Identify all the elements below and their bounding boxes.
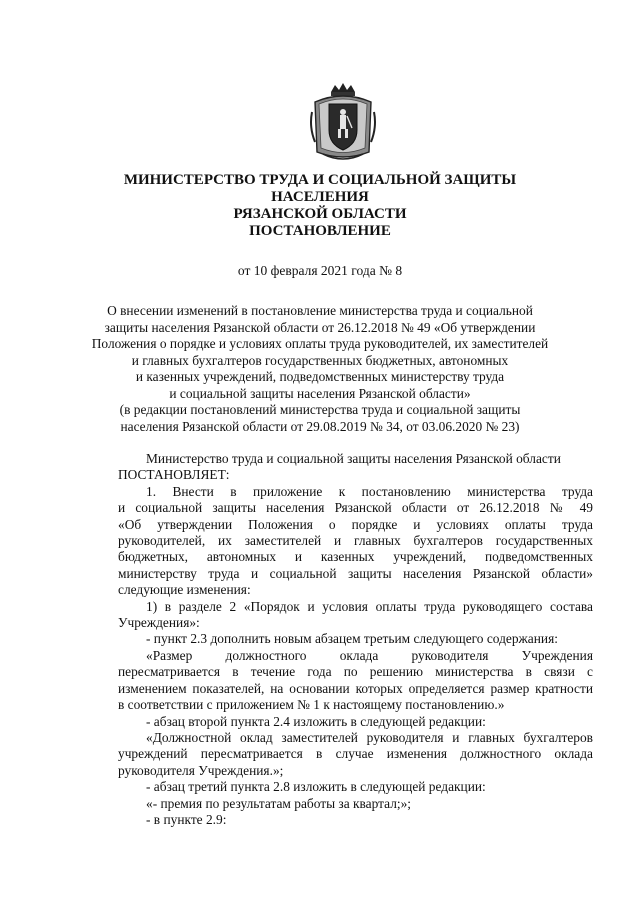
paragraph-9: - в пункте 2.9: bbox=[146, 811, 227, 827]
document-date: от 10 февраля 2021 года № 8 bbox=[237, 263, 403, 278]
paragraph-1-line: руководителей, их заместителей и главных бухгалтеров государственных bbox=[118, 533, 593, 549]
paragraph-6-line: «Должностной оклад заместителей руководителя и главных бухгалтеров bbox=[146, 729, 593, 745]
paragraph-1-line: 1. Внести в приложение к постановлению министерства труда bbox=[146, 483, 593, 499]
document-subject bbox=[90, 303, 550, 435]
paragraph-8: «- премия по результатам работы за квартал;»; bbox=[146, 795, 412, 811]
paragraph-4-line: пересматривается в течение года по решению министерства в связи с bbox=[118, 664, 593, 680]
subject-line: и социальной защиты населения Рязанской области» bbox=[169, 385, 471, 401]
paragraph-7: - абзац третий пункта 2.8 изложить в следующей редакции: bbox=[146, 779, 486, 795]
document-body bbox=[118, 451, 593, 828]
paragraph-4-line: «Размер должностного оклада руководителя Учреждения bbox=[146, 647, 593, 663]
paragraph-1-line: следующие изменения: bbox=[118, 582, 251, 598]
paragraph-6-line: руководителя Учреждения.»; bbox=[118, 762, 284, 778]
subject-line: (в редакции постановлений министерства труда и социальной защиты bbox=[119, 402, 521, 417]
paragraph-2-line: 1) в разделе 2 «Порядок и условия оплаты труда руководящего состава bbox=[146, 598, 593, 614]
subject-line: и казенных учреждений, подведомственных министерству труда bbox=[135, 369, 505, 384]
subject-line: Положения о порядке и условиях оплаты труда руководителей, их заместителей bbox=[91, 336, 549, 351]
paragraph-2-line: Учреждения»: bbox=[118, 615, 200, 631]
paragraph-3: - пункт 2.3 дополнить новым абзацем третьим следующего содержания: bbox=[146, 631, 558, 647]
paragraph-1-line: бюджетных, автономных и казенных учреждений, подведомственных bbox=[118, 549, 593, 565]
paragraph-1-line: «Об утверждении Положения о порядке и условиях оплаты труда bbox=[118, 516, 593, 532]
paragraph-6-line: учреждений пересматривается в случае изменения должностного оклада bbox=[118, 746, 593, 762]
subject-line: населения Рязанской области от 29.08.2019 № 34, от 03.06.2020 № 23) bbox=[120, 418, 520, 434]
paragraph-4-line: в соответствии с приложением № 1 к настоящему постановлению.» bbox=[118, 697, 505, 713]
paragraph-5: - абзац второй пункта 2.4 изложить в следующей редакции: bbox=[146, 713, 486, 729]
ministry-title bbox=[80, 172, 560, 223]
paragraph-4-line: изменением показателей, на основании которых определяется размер кратности bbox=[118, 680, 593, 696]
document-type: ПОСТАНОВЛЕНИЕ bbox=[249, 223, 391, 239]
ministry-title-line2: РЯЗАНСКОЙ ОБЛАСТИ bbox=[233, 206, 407, 222]
subject-line: и главных бухгалтеров государственных бюджетных, автономных bbox=[131, 352, 509, 368]
intro-line: Министерство труда и социальной защиты населения Рязанской области bbox=[146, 451, 561, 466]
subject-line: О внесении изменений в постановление министерства труда и социальной bbox=[107, 303, 533, 318]
intro-decree: ПОСТАНОВЛЯЕТ: bbox=[118, 467, 230, 483]
coat-of-arms-icon bbox=[309, 82, 377, 164]
paragraph-1-line: министерству труда и социальной защиты населения Рязанской области» bbox=[118, 565, 593, 581]
paragraph-1-line: и социальной защиты населения Рязанской области от 26.12.2018 № 49 bbox=[118, 500, 593, 516]
subject-line: защиты населения Рязанской области от 26.12.2018 № 49 «Об утверждении bbox=[104, 319, 536, 335]
ministry-title-line1: МИНИСТЕРСТВО ТРУДА И СОЦИАЛЬНОЙ ЗАЩИТЫ НАСЕЛЕНИЯ bbox=[123, 172, 517, 205]
